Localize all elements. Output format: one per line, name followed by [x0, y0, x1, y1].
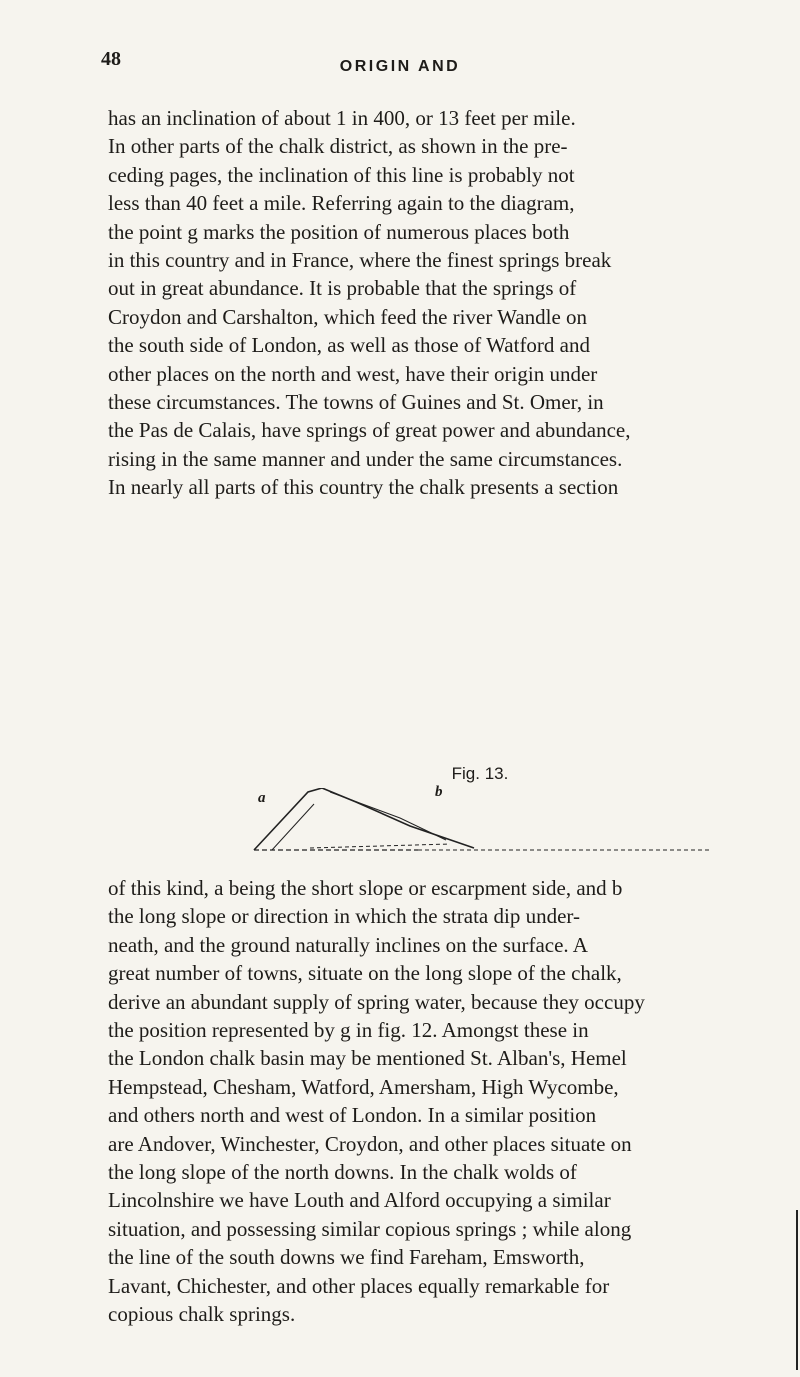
text-line: In other parts of the chalk district, as shown in the pre- [108, 134, 568, 159]
text-line: the position represented by g in fig. 12. Amongst these in [108, 1018, 589, 1043]
text-line: has an inclination of about 1 in 400, or 13 feet per mile. [108, 106, 576, 130]
text-line: other places on the north and west, have their origin under [108, 361, 598, 386]
page-header [0, 48, 800, 88]
escarpment-diagram [250, 788, 710, 858]
running-title: ORIGIN AND [339, 58, 461, 75]
text-line: the long slope or direction in which the strata dip under- [108, 904, 580, 929]
page-number: 48 [101, 48, 121, 70]
dip-strata-dashed [310, 844, 450, 848]
text-line: copious chalk springs. [108, 1302, 296, 1327]
text-line: these circumstances. The towns of Guines and St. Omer, in [108, 390, 604, 415]
figure-label-a: a [258, 790, 266, 806]
text-line: rising in the same manner and under the same circumstances. [108, 446, 623, 471]
text-line: neath, and the ground naturally inclines on the surface. A [108, 932, 588, 957]
text-line: great number of towns, situate on the long slope of the chalk, [108, 961, 622, 986]
text-line: the south side of London, as well as those of Watford and [108, 333, 590, 358]
text-line: Lavant, Chichester, and other places equally remarkable for [108, 1273, 610, 1298]
text-line: ceding pages, the inclination of this line is probably not [108, 162, 575, 187]
text-line: In nearly all parts of this country the chalk presents a section [108, 475, 619, 500]
text-line: the point g marks the position of numerous places both [108, 219, 570, 244]
text-line: out in great abundance. It is probable that the springs of [108, 276, 577, 301]
escarpment-slope-line [272, 804, 314, 850]
figure-13 [250, 764, 710, 884]
paragraph-2 [108, 874, 768, 1329]
page-edge-mark [796, 1210, 798, 1370]
text-line: of this kind, a being the short slope or escarpment side, and b [108, 876, 623, 900]
text-line: the long slope of the north downs. In the chalk wolds of [108, 1160, 577, 1185]
text-line: less than 40 feet a mile. Referring again to the diagram, [108, 191, 575, 216]
text-line: Croydon and Carshalton, which feed the river Wandle on [108, 304, 588, 329]
text-line: in this country and in France, where the finest springs break [108, 248, 612, 273]
text-line: the Pas de Calais, have springs of great power and abundance, [108, 418, 631, 443]
text-line: Lincolnshire we have Louth and Alford occupying a similar [108, 1188, 611, 1213]
text-line: are Andover, Winchester, Croydon, and other places situate on [108, 1131, 632, 1156]
figure-label-b: b [435, 784, 443, 800]
text-line: the London chalk basin may be mentioned St. Alban's, Hemel [108, 1046, 627, 1071]
text-line: Hempstead, Chesham, Watford, Amersham, High Wycombe, [108, 1074, 619, 1099]
text-line: derive an abundant supply of spring water, because they occupy [108, 989, 645, 1014]
text-line: and others north and west of London. In a similar position [108, 1103, 597, 1128]
text-line: the line of the south downs we find Fareham, Emsworth, [108, 1245, 585, 1270]
paragraph-1 [108, 104, 768, 502]
text-line: situation, and possessing similar copious springs ; while along [108, 1216, 632, 1241]
figure-caption: Fig. 13. [451, 764, 509, 783]
